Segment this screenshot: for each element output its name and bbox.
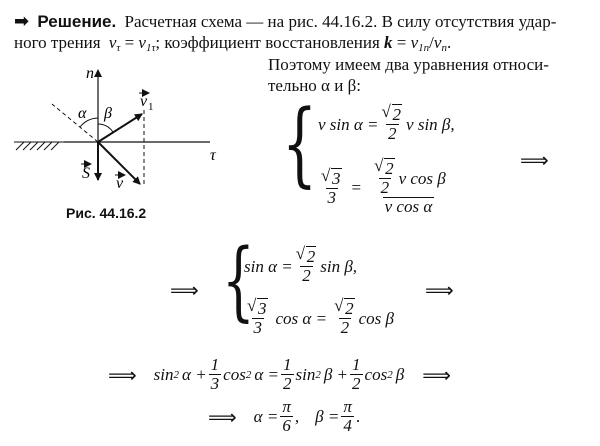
v-1tau-sub: 1τ bbox=[145, 42, 156, 54]
system1-eq2-rden: v cos α bbox=[384, 197, 433, 216]
answer-implies: ⟹ bbox=[208, 404, 236, 429]
sum-implies-left: ⟹ bbox=[108, 362, 136, 387]
v-tau-sub: τ bbox=[116, 42, 121, 54]
answer-line bbox=[208, 398, 360, 435]
incoming-dashed-line bbox=[52, 104, 98, 142]
sum-equation bbox=[108, 356, 450, 393]
system1-implies-arrow: ⟹ bbox=[520, 148, 548, 172]
period: . bbox=[446, 33, 452, 52]
system2-implies-left: ⟹ bbox=[170, 278, 198, 302]
system2-eq2-den: 3 bbox=[253, 318, 262, 337]
system1-eq2-rnum-num: 2 bbox=[385, 159, 394, 178]
sum-t4b: β bbox=[395, 364, 405, 384]
sum-t2b: α = bbox=[254, 364, 279, 384]
answer-a-den: 6 bbox=[282, 416, 291, 435]
header-line-1 bbox=[14, 11, 556, 32]
solution-label: Решение. bbox=[37, 12, 117, 31]
sum-t3b: β + bbox=[323, 364, 349, 384]
answer-alpha: α = bbox=[253, 406, 279, 426]
label-v1-sub: 1 bbox=[148, 101, 154, 113]
header-line-1-text: Расчетная схема — на рис. 44.16.2. В силу отсутствия удар- bbox=[124, 12, 557, 31]
sum-frac-2 bbox=[281, 356, 294, 393]
label-s: S bbox=[82, 165, 90, 182]
figure-44-16-2 bbox=[10, 60, 230, 210]
system2-eq2-left-frac bbox=[246, 300, 270, 337]
answer-sep: , bbox=[294, 406, 300, 426]
system2-eq2-mid: cos α = bbox=[275, 308, 328, 328]
system1-eq1 bbox=[318, 106, 455, 143]
system1-eq2-inner-frac bbox=[373, 160, 397, 197]
answer-alpha-frac bbox=[280, 398, 293, 435]
v-n: v bbox=[433, 33, 442, 52]
system2-eq1 bbox=[244, 248, 357, 285]
system2-eq2 bbox=[244, 300, 394, 337]
answer-b-num: π bbox=[343, 397, 352, 416]
system1-eq2 bbox=[318, 160, 450, 216]
system1-eq1-den: 2 bbox=[388, 124, 397, 143]
system1-eq2-rnum-den: 2 bbox=[380, 178, 390, 197]
sum-f3-num: 1 bbox=[352, 355, 361, 374]
system1-eq1-num: 2 bbox=[392, 105, 402, 124]
label-v: v bbox=[116, 175, 124, 192]
system1-brace: { bbox=[282, 90, 318, 197]
paragraph-line-4-text: тельно α и β: bbox=[268, 76, 361, 95]
system2-eq1-frac bbox=[295, 248, 319, 285]
system2-eq1-rhs: sin β, bbox=[320, 256, 358, 276]
label-tau: τ bbox=[210, 147, 216, 164]
system1-eq1-rhs: v sin β, bbox=[406, 114, 455, 134]
sum-t1-sup: 2 bbox=[173, 368, 180, 381]
answer-a-num: π bbox=[282, 397, 291, 416]
sum-t2-sup: 2 bbox=[245, 368, 252, 381]
v-1n: v bbox=[410, 33, 419, 52]
sum-f1-num: 1 bbox=[210, 355, 220, 374]
system2-eq2-right-frac bbox=[333, 300, 357, 337]
v-1tau: v bbox=[138, 33, 146, 52]
label-alpha: α bbox=[78, 105, 87, 122]
system1-eq2-left-frac bbox=[320, 170, 344, 207]
system2-eq2-rhs: cos β bbox=[358, 308, 394, 328]
system1-eq2-eq: = bbox=[351, 178, 362, 197]
header-line-2-text-a: ного трения bbox=[14, 33, 101, 52]
sum-f2-num: 1 bbox=[283, 355, 292, 374]
sum-t4: cos bbox=[364, 364, 388, 384]
system1-eq2-rnum-rest: v cos β bbox=[398, 168, 446, 188]
sum-t2: cos bbox=[223, 364, 246, 384]
system2-implies-right: ⟹ bbox=[425, 278, 453, 302]
sum-f2-den: 2 bbox=[283, 374, 292, 393]
sum-t1: sin bbox=[153, 364, 174, 384]
answer-end: . bbox=[355, 406, 361, 426]
v-tau: v bbox=[108, 33, 117, 52]
system2-eq2-rden: 2 bbox=[340, 318, 350, 337]
system1-eq2-den: 3 bbox=[327, 187, 336, 207]
header-line-2-text-b: ; коэффициент восстановления bbox=[155, 33, 380, 52]
system2-brace: { bbox=[222, 231, 255, 331]
system1-eq1-frac bbox=[381, 106, 405, 143]
system2-eq2-num: 3 bbox=[258, 299, 267, 318]
v-1n-sub: 1n bbox=[418, 42, 430, 54]
eq-sign-2: = bbox=[396, 33, 407, 52]
sum-f3-den: 2 bbox=[352, 374, 361, 393]
paragraph-line-3: Поэтому имеем два уравнения относи- bbox=[268, 55, 549, 74]
system1-eq2-right-frac bbox=[369, 160, 448, 216]
label-n: n bbox=[86, 65, 94, 82]
eq-sign: = bbox=[124, 33, 135, 52]
sum-t3-sup: 2 bbox=[315, 368, 321, 381]
sum-t4-sup: 2 bbox=[387, 368, 393, 381]
v-n-sub: n bbox=[441, 42, 447, 54]
k-symbol: k bbox=[384, 33, 393, 52]
sum-implies-right: ⟹ bbox=[422, 362, 450, 387]
beta-arc bbox=[98, 124, 113, 132]
label-v1: v bbox=[140, 93, 148, 110]
system2-eq2-rnum: 2 bbox=[345, 299, 354, 318]
sum-frac-3 bbox=[350, 356, 363, 393]
label-beta: β bbox=[104, 105, 112, 122]
system1-eq2-num: 3 bbox=[332, 168, 341, 188]
sum-frac-1 bbox=[209, 356, 222, 393]
answer-beta: β = bbox=[315, 406, 340, 426]
sum-f1-den: 3 bbox=[210, 374, 220, 393]
answer-b-den: 4 bbox=[343, 416, 352, 435]
system1-eq1-lhs: v sin α = bbox=[318, 114, 379, 134]
wall-hatch bbox=[14, 142, 64, 150]
sum-t1b: α + bbox=[182, 364, 207, 384]
solution-arrow-icon: ➡ bbox=[14, 11, 30, 31]
system2-eq1-lhs: sin α = bbox=[244, 256, 293, 276]
answer-beta-frac bbox=[341, 398, 354, 435]
sum-t3: sin bbox=[295, 364, 316, 384]
system2-eq1-num: 2 bbox=[306, 247, 316, 266]
figure-caption: Рис. 44.16.2 bbox=[66, 205, 147, 221]
slash: / bbox=[429, 33, 434, 52]
system2-eq1-den: 2 bbox=[302, 266, 311, 285]
